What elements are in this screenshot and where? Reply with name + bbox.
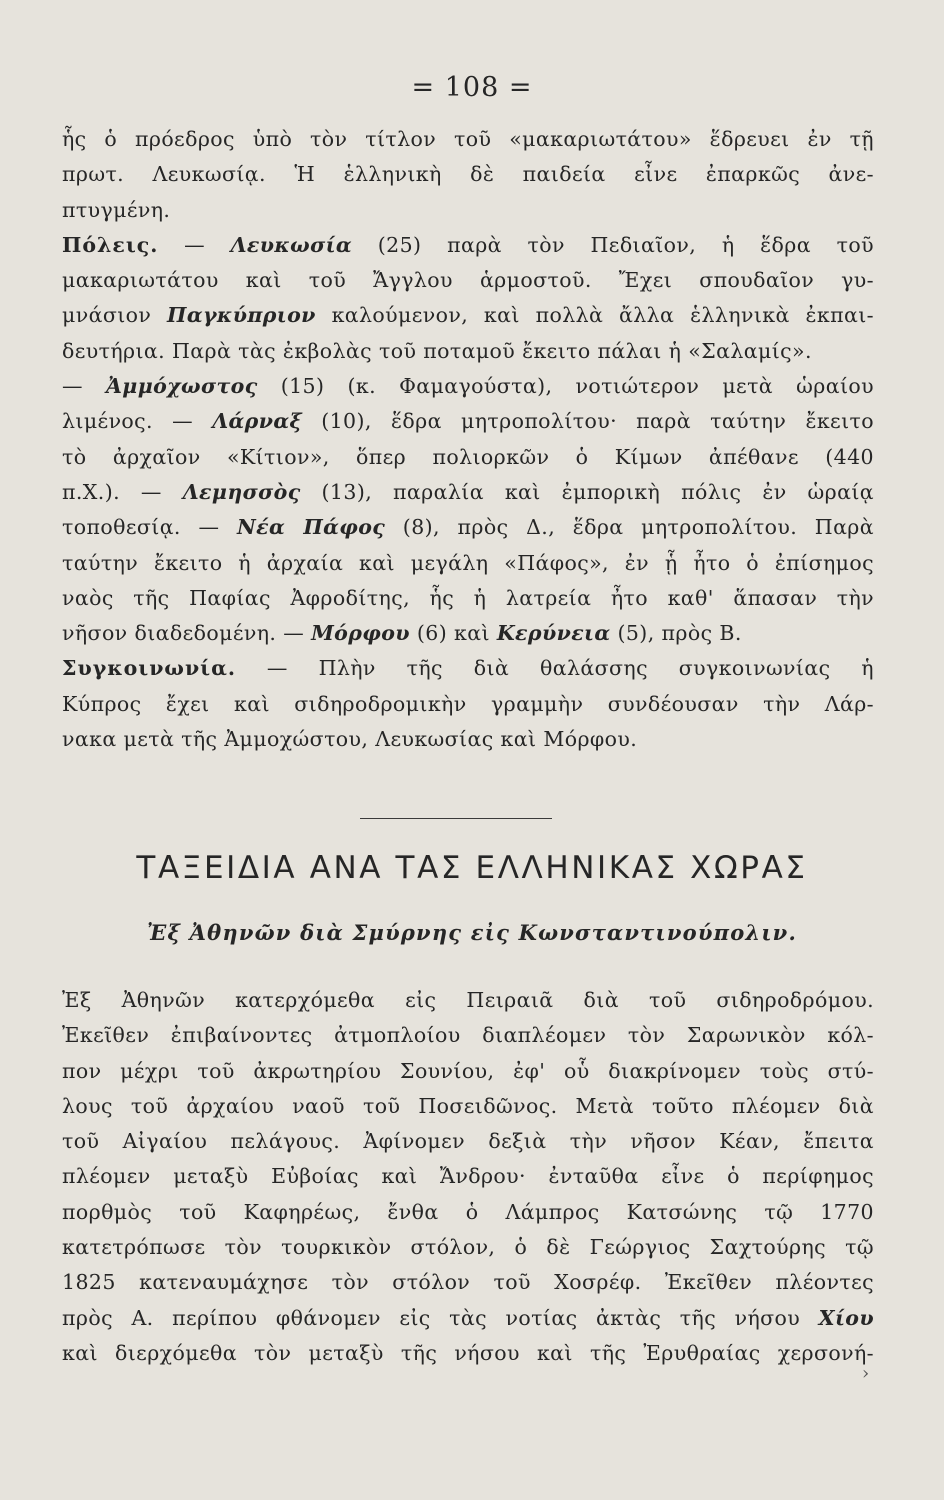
text-run: (6) καὶ bbox=[409, 621, 497, 646]
text-line bbox=[62, 1159, 874, 1194]
text-line bbox=[62, 334, 874, 369]
text-run: λους τοῦ ἀρχαίου ναοῦ τοῦ Ποσειδῶνος. Μετὰ τοῦτο πλέομεν διὰ bbox=[62, 1093, 874, 1118]
place-name: Χίου bbox=[818, 1305, 874, 1330]
text-line bbox=[62, 1124, 874, 1159]
text-run: νῆσον διαδεδομένη. — bbox=[62, 621, 312, 646]
text-run: πλέομεν μεταξὺ Εὐβοίας καὶ Ἄνδρου· ἐνταῦθα εἶνε ὁ περίφημος bbox=[62, 1164, 874, 1189]
text-line bbox=[62, 157, 874, 192]
text-line bbox=[62, 1301, 874, 1336]
text-run: καὶ διερχόμεθα τὸν μεταξὺ τῆς νήσου καὶ τῆς Ἐρυθραίας χερσονή- bbox=[62, 1340, 874, 1365]
text-run: πον μέχρι τοῦ ἀκρωτηρίου Σουνίου, ἐφ' οὗ διακρίνομεν τοὺς στύ- bbox=[62, 1058, 874, 1083]
text-run: πρωτ. Λευκωσίᾳ. Ἡ ἑλληνικὴ δὲ παιδεία εἶνε ἐπαρκῶς ἀνε- bbox=[62, 162, 874, 187]
text-run: ναὸς τῆς Παφίας Ἀφροδίτης, ἧς ἡ λατρεία ἦτο καθ' ἅπασαν τὴν bbox=[62, 585, 874, 610]
text-line bbox=[62, 581, 874, 616]
margin-mark: › bbox=[862, 1363, 870, 1384]
text-run: (10), ἕδρα μητροπολίτου· παρὰ ταύτην ἔκειτο bbox=[302, 409, 874, 434]
place-name: Ἀμμόχωστος bbox=[105, 374, 258, 399]
page-number: = 108 = bbox=[411, 72, 533, 103]
text-line bbox=[62, 193, 874, 228]
text-run: (13), παραλία καὶ ἐμπορικὴ πόλις ἐν ὡραίᾳ bbox=[300, 479, 874, 504]
text-run: μακαριωτάτου καὶ τοῦ Ἄγγλου ἁρμοστοῦ. Ἔχει σπουδαῖον γυ- bbox=[62, 268, 874, 293]
text-line bbox=[62, 722, 874, 757]
place-name: Λευκωσία bbox=[230, 232, 353, 257]
text-line bbox=[62, 475, 874, 510]
text-line bbox=[62, 687, 874, 722]
place-name: Λάρναξ bbox=[212, 409, 303, 434]
text-run: πρὸς Α. περίπου φθάνομεν εἰς τὰς νοτίας ἀκτὰς τῆς νήσου bbox=[62, 1305, 819, 1330]
text-run: μνάσιον bbox=[62, 303, 168, 328]
text-run: τοῦ Αἰγαίου πελάγους. Ἀφίνομεν δεξιὰ τὴν νῆσον Κέαν, ἔπειτα bbox=[62, 1129, 874, 1154]
text-run: 1825 κατεναυμάχησε τὸν στόλον τοῦ Χοσρέφ. Ἐκεῖθεν πλέοντες bbox=[62, 1270, 874, 1295]
text-run: λιμένος. — bbox=[62, 409, 213, 434]
place-name: Λεμησσὸς bbox=[182, 479, 301, 504]
text-run: ἧς ὁ πρόεδρος ὑπὸ τὸν τίτλον τοῦ «μακαριωτάτου» ἕδρευει ἐν τῇ bbox=[62, 127, 874, 151]
section-subtitle: Ἐξ Ἀθηνῶν διὰ Σμύρνης εἰς Κωνσταντινούπολιν. bbox=[147, 920, 797, 945]
text-line bbox=[62, 369, 874, 404]
text-run: καλούμενον, καὶ πολλὰ ἄλλα ἑλληνικὰ ἐκπαι- bbox=[315, 303, 874, 328]
text-run: ταύτην ἔκειτο ἡ ἀρχαία καὶ μεγάλη «Πάφος», ἐν ᾗ ἦτο ὁ ἐπίσημος bbox=[62, 550, 874, 575]
text-run: — bbox=[62, 374, 106, 399]
text-run: νακα μετὰ τῆς Ἀμμοχώστου, Λευκωσίας καὶ Μόρφου. bbox=[62, 727, 638, 752]
section-title: ΤΑΞΕΙΔΙΑ ΑΝΑ ΤΑΣ ΕΛΛΗΝΙΚΑΣ ΧΩΡΑΣ bbox=[136, 850, 808, 886]
text-run: (25) παρὰ τὸν Πεδιαῖον, ἡ ἕδρα τοῦ bbox=[352, 232, 874, 257]
text-run: πορθμὸς τοῦ Καφηρέως, ἔνθα ὁ Λάμπρος Κατσώνης τῷ 1770 bbox=[62, 1199, 874, 1224]
text-line bbox=[62, 1089, 874, 1124]
text-run: Κύπρος ἔχει καὶ σιδηροδρομικὴν γραμμὴν συνδέουσαν τὴν Λάρ- bbox=[62, 691, 874, 716]
text-run: (8), πρὸς Δ., ἕδρα μητροπολίτου. Παρὰ bbox=[385, 515, 875, 540]
text-line bbox=[62, 651, 874, 686]
text-line bbox=[62, 1230, 874, 1265]
text-line bbox=[62, 1195, 874, 1230]
place-name: Μόρφου bbox=[311, 621, 410, 646]
text-run: π.Χ.). — bbox=[62, 479, 183, 504]
travel-text-block bbox=[62, 983, 874, 1371]
text-line bbox=[62, 440, 874, 475]
text-line bbox=[62, 546, 874, 581]
text-line bbox=[62, 1018, 874, 1053]
text-line bbox=[62, 1336, 874, 1371]
text-run: Ἐκεῖθεν ἐπιβαίνοντες ἀτμοπλοίου διαπλέομεν τὸν Σαρωνικὸν κόλ- bbox=[62, 1023, 874, 1048]
place-name: Κερύνεια bbox=[496, 621, 611, 646]
text-run: κατετρόπωσε τὸν τουρκικὸν στόλον, ὁ δὲ Γεώργιος Σαχτούρης τῷ bbox=[62, 1235, 874, 1260]
text-line bbox=[62, 510, 874, 545]
text-run: πτυγμένη. bbox=[62, 197, 171, 222]
text-line bbox=[62, 298, 874, 333]
cyprus-text-block bbox=[62, 122, 874, 757]
text-line bbox=[62, 122, 874, 157]
text-run: — Πλὴν τῆς διὰ θαλάσσης συγκοινωνίας ἡ bbox=[236, 656, 874, 681]
section-divider bbox=[360, 818, 552, 819]
place-name: Νέα Πάφος bbox=[236, 515, 386, 540]
text-line bbox=[62, 263, 874, 298]
text-run: (5), πρὸς Β. bbox=[610, 621, 742, 646]
text-line bbox=[62, 228, 874, 263]
text-run: (15) (κ. Φαμαγούστα), νοτιώτερον μετὰ ὡραίου bbox=[257, 374, 874, 399]
paragraph-heading: Συγκοινωνία. bbox=[62, 656, 237, 681]
place-name: Παγκύπριον bbox=[167, 303, 316, 328]
text-line bbox=[62, 1054, 874, 1089]
text-run: Ἐξ Ἀθηνῶν κατερχόμεθα εἰς Πειραιᾶ διὰ τοῦ σιδηροδρόμου. bbox=[62, 988, 874, 1012]
paragraph-heading: Πόλεις. bbox=[62, 232, 159, 257]
text-run: — bbox=[158, 232, 231, 257]
text-run: τὸ ἀρχαῖον «Κίτιον», ὅπερ πολιορκῶν ὁ Κίμων ἀπέθανε (440 bbox=[62, 444, 874, 469]
text-line bbox=[62, 616, 874, 651]
text-run: δευτήρια. Παρὰ τὰς ἐκβολὰς τοῦ ποταμοῦ ἔκειτο πάλαι ἡ «Σαλαμίς». bbox=[62, 338, 812, 363]
text-line bbox=[62, 404, 874, 439]
text-line bbox=[62, 1265, 874, 1300]
text-line bbox=[62, 983, 874, 1018]
text-run: τοποθεσίᾳ. — bbox=[62, 515, 237, 540]
